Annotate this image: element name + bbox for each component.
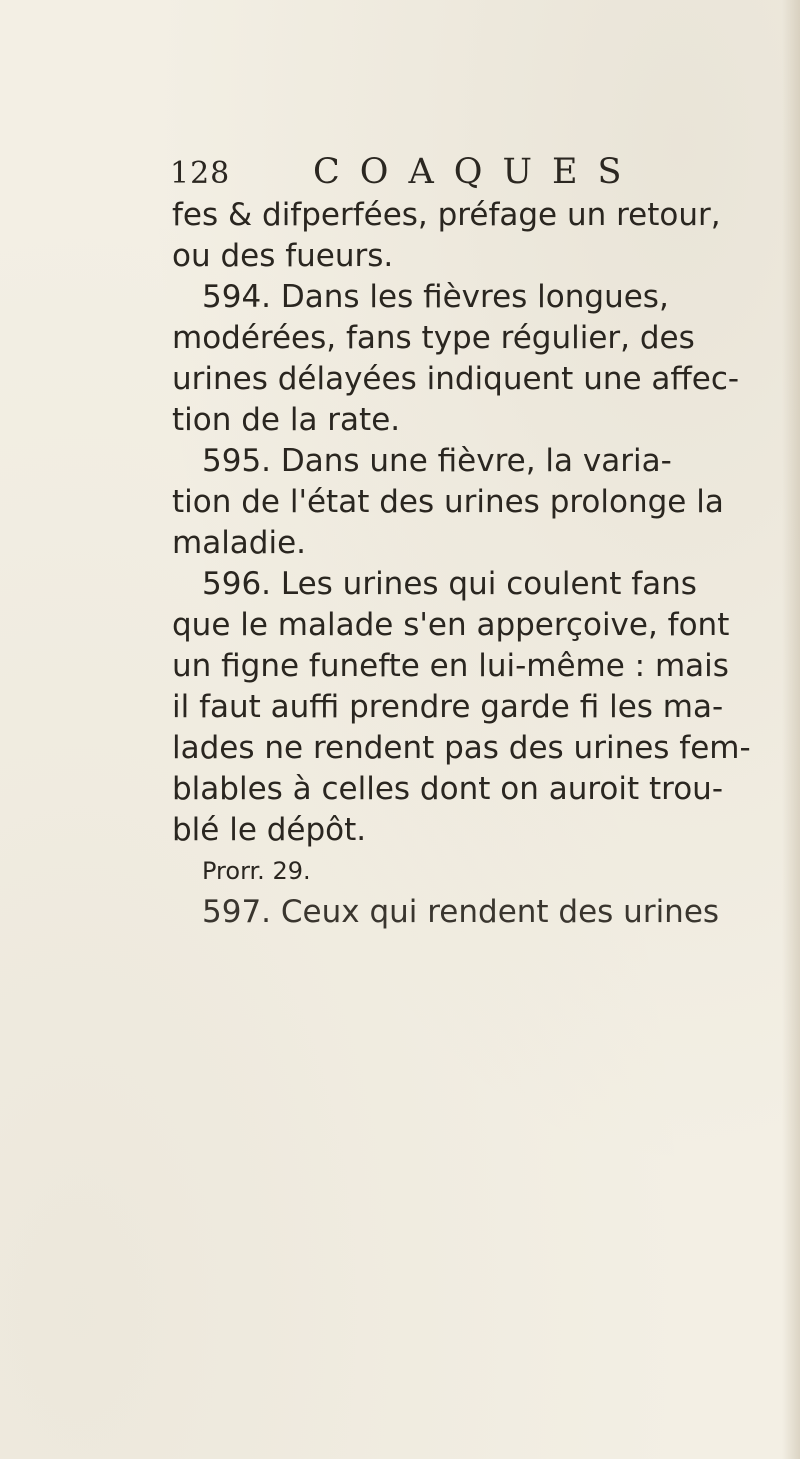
running-title: COAQUES <box>313 152 642 192</box>
text-line: ou des fueurs. <box>172 238 394 274</box>
text-line: un figne funefte en lui-même : mais <box>172 648 729 684</box>
text-line: blables à celles dont on auroit trou- <box>172 771 724 807</box>
body-text <box>172 195 751 933</box>
page-edge-shadow <box>782 0 800 1459</box>
text-line: maladie. <box>172 525 307 561</box>
text-line: il faut auffi prendre garde fi les ma- <box>172 689 724 725</box>
aphorism-595-start: 595. Dans une fièvre, la varia- <box>202 443 672 479</box>
page-number: 128 <box>170 156 231 191</box>
text-line: fes & difperfées, préfage un retour, <box>172 197 721 233</box>
text-line: lades ne rendent pas des urines fem- <box>172 730 751 766</box>
aphorism-596-start: 596. Les urines qui coulent fans <box>202 566 697 602</box>
text-line: urines délayées indiquent une affec- <box>172 361 740 397</box>
text-line: blé le dépôt. <box>172 812 367 848</box>
aphorism-594-start: 594. Dans les fièvres longues, <box>202 279 669 315</box>
page-header <box>170 152 730 200</box>
text-line: tion de la rate. <box>172 402 401 438</box>
text-line: que le malade s'en apperçoive, font <box>172 607 730 643</box>
source-reference: Prorr. 29. <box>202 857 311 885</box>
text-line: tion de l'état des urines prolonge la <box>172 484 724 520</box>
aphorism-597-start: 597. Ceux qui rendent des urines <box>202 894 720 930</box>
text-line: modérées, fans type régulier, des <box>172 320 695 356</box>
